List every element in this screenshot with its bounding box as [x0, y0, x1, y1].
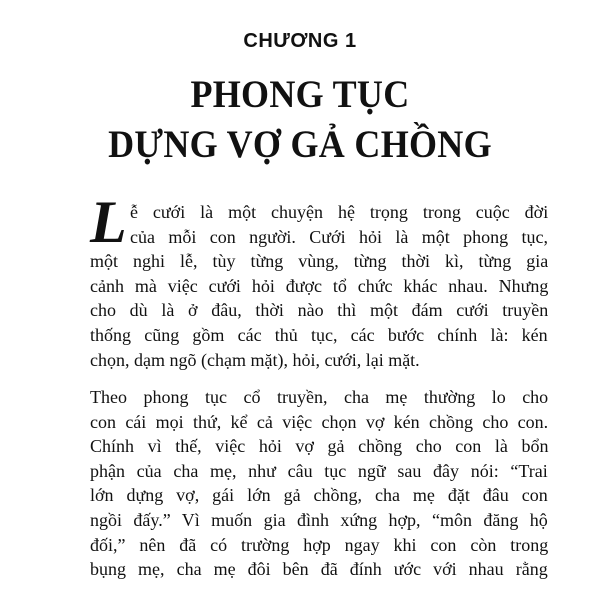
paragraph-2 [90, 385, 548, 582]
drop-cap-letter: L [90, 189, 127, 255]
text-line: lớn dựng vợ, gái lớn gả chồng, cha mẹ đặt đâu con [90, 485, 548, 506]
chapter-label: CHƯƠNG 1 [243, 30, 357, 52]
chapter-title-line-1: PHONG TỤC [190, 72, 410, 116]
text-line: ễ cưới là một chuyện hệ trọng trong cuộc đời [130, 202, 549, 222]
text-line: cho dù là ở đâu, thời nào thì một đám cưới truyền [90, 300, 549, 321]
text-line: cảnh mà việc cưới hỏi được tổ chức khác nhau. Nhưng [90, 275, 549, 296]
text-line: thống cũng gồm các thủ tục, các bước chính là: kén [90, 324, 548, 345]
paragraph-1 [90, 200, 548, 372]
text-line: phận của cha mẹ, như câu tục ngữ sau đây nói: “Trai [90, 460, 548, 481]
text-line: một nghi lễ, tùy từng vùng, từng thời kì, từng gia [90, 251, 549, 272]
text-line: của mỗi con người. Cưới hỏi là một phong tục, [130, 226, 549, 247]
text-line: bụng mẹ, cha mẹ đôi bên đã đính ước với nhau rằng [90, 559, 548, 580]
text-line: ngồi đấy.” Vì muốn gia đình xứng hợp, “môn đăng hộ [90, 509, 548, 530]
chapter-title-line-2: DỰNG VỢ GẢ CHỒNG [108, 122, 492, 166]
text-line: Chính vì thế, việc hỏi vợ gả chồng cho con là bổn [90, 436, 549, 457]
text-line: Theo phong tục cổ truyền, cha mẹ thường lo cho [90, 387, 549, 407]
text-line: chọn, dạm ngõ (chạm mặt), hỏi, cưới, lại mặt. [90, 349, 420, 370]
text-line: con cái mọi thứ, kể cả việc chọn vợ kén chồng cho con. [90, 411, 549, 432]
text-line: đối,” nên đã có trường hợp ngay khi con còn trong [90, 534, 549, 555]
